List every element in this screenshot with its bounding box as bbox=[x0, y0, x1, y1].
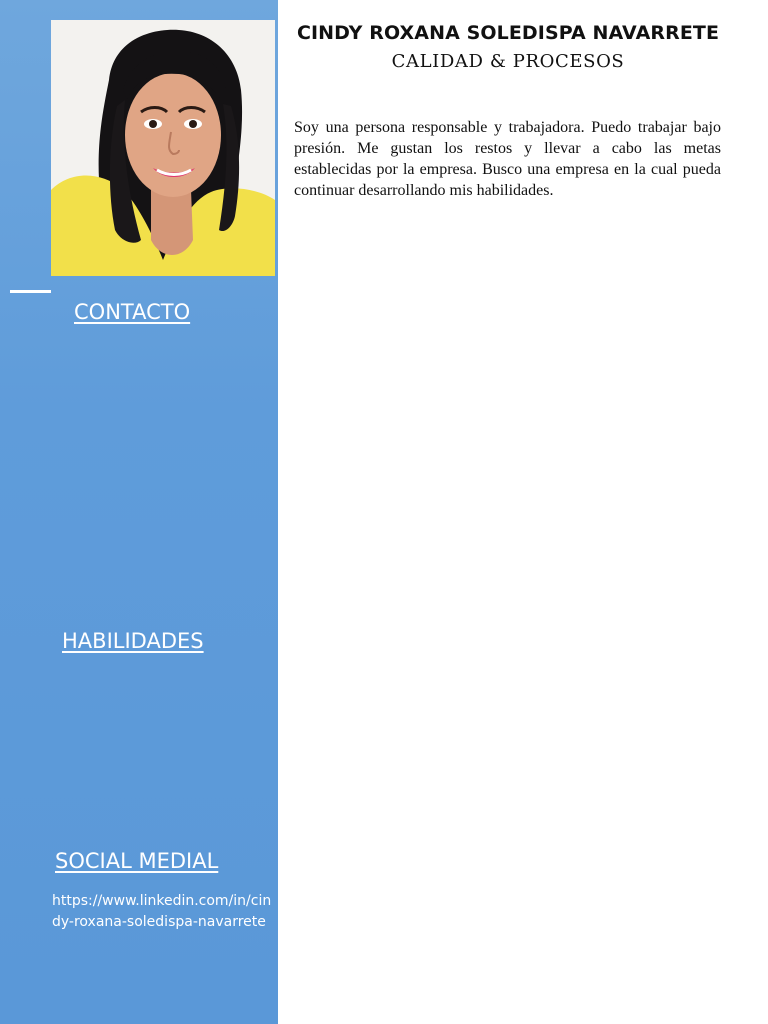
contact-heading: CONTACTO bbox=[74, 300, 191, 324]
job-title: CALIDAD & PROCESOS bbox=[391, 51, 625, 72]
linkedin-link[interactable]: https://www.linkedin.com/in/cindy-roxana-soledispa-navarrete bbox=[52, 893, 272, 930]
skills-heading: HABILIDADES bbox=[62, 629, 204, 653]
profile-summary: Soy una persona responsable y trabajadora. Puedo trabajar bajo presión. Me gustan los restos y llevar a cabo las metas establecidas por la empresa. Busco una empresa en la cual pueda continuar desarrollando mis habilidades. bbox=[294, 119, 721, 199]
social-heading: SOCIAL MEDIAL bbox=[55, 849, 219, 873]
person-name: CINDY ROXANA SOLEDISPA NAVARRETE bbox=[296, 22, 720, 44]
profile-photo bbox=[51, 20, 275, 276]
sidebar-divider bbox=[10, 290, 51, 293]
